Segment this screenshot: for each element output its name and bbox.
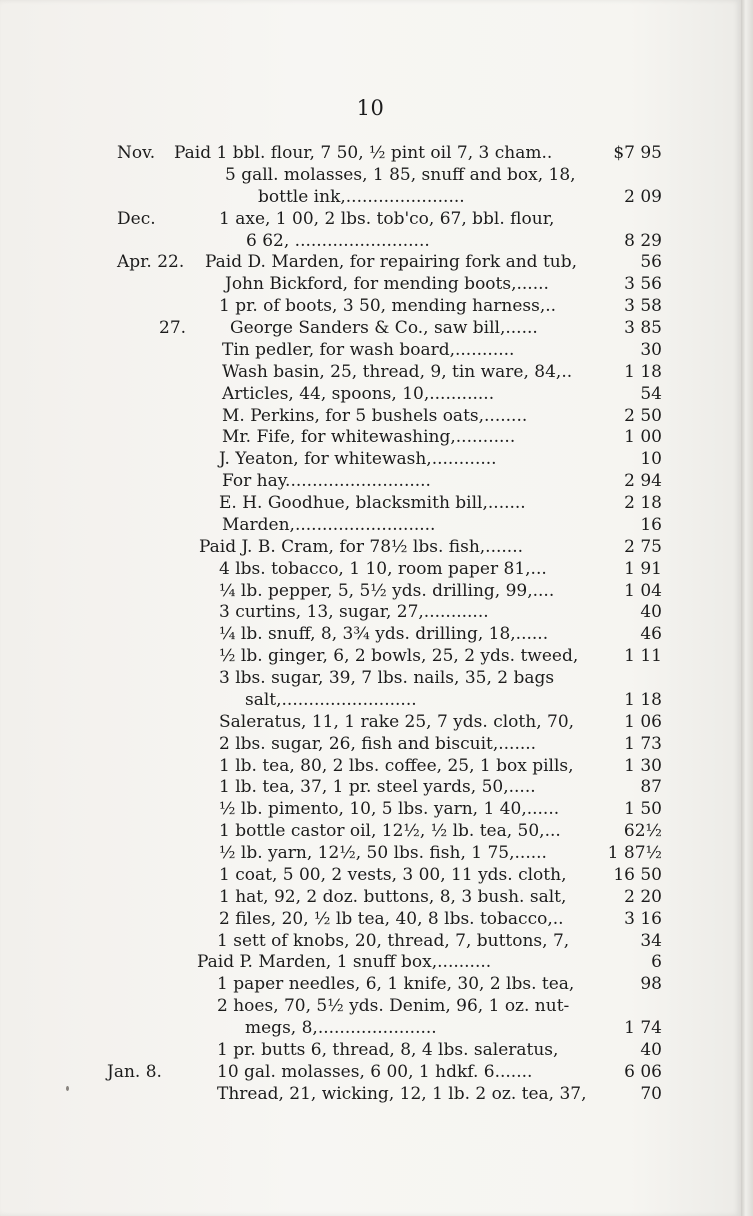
entry-date: Dec. (117, 208, 156, 229)
entry-amount: 62½ (623, 821, 662, 842)
entry-description: 1 bottle castor oil, 12½, ½ lb. tea, 50,... (219, 821, 561, 842)
ledger-line (0, 1018, 741, 1040)
entry-description: Paid 1 bbl. flour, 7 50, ½ pint oil 7, 3 cham.. (174, 143, 553, 163)
entry-description: 4 lbs. tobacco, 1 10, room paper 81,... (219, 558, 547, 579)
ledger-line (0, 581, 741, 603)
entry-description: Paid D. Marden, for repairing fork and tub, (205, 252, 578, 273)
entry-description: Mr. Fife, for whitewashing,........... (222, 427, 516, 448)
ledger-line (0, 559, 741, 581)
entry-amount: 87 (640, 777, 662, 798)
ledger-line (0, 296, 741, 318)
ledger-line (0, 931, 741, 953)
ledger-line (0, 187, 741, 209)
entry-description: 1 lb. tea, 80, 2 lbs. coffee, 25, 1 box pills, (219, 755, 574, 776)
page-edge (741, 0, 753, 1216)
entry-description: 3 curtins, 13, sugar, 27,............ (219, 602, 489, 623)
entry-date: 27. (159, 318, 187, 338)
entry-amount: 16 50 (613, 864, 662, 885)
ledger-line (0, 974, 741, 996)
ledger-line (0, 646, 741, 668)
ledger-line (0, 274, 741, 296)
entry-description: J. Yeaton, for whitewash,............ (219, 449, 497, 470)
ledger-entries (0, 143, 741, 1106)
entry-description: For hay........................... (222, 471, 431, 492)
entry-description: 1 pr. butts 6, thread, 8, 4 lbs. saleratus, (217, 1039, 559, 1060)
ledger-line (0, 231, 741, 253)
entry-description: ½ lb. ginger, 6, 2 bowls, 25, 2 yds. tweed, (219, 646, 579, 667)
entry-description: 1 lb. tea, 37, 1 pr. steel yards, 50,..... (219, 777, 536, 798)
ledger-line (0, 318, 741, 340)
entry-description: 10 gal. molasses, 6 00, 1 hdkf. 6....... (217, 1061, 533, 1082)
entry-amount: 2 94 (624, 471, 662, 492)
ledger-line (0, 515, 741, 537)
entry-description: bottle ink,...................... (258, 186, 465, 207)
entry-amount: 3 16 (624, 908, 662, 929)
entry-description: Marden,.......................... (222, 514, 436, 535)
ledger-line (0, 143, 741, 165)
entry-amount: 3 85 (624, 318, 662, 338)
ledger-line (0, 865, 741, 887)
ledger-line (0, 384, 741, 406)
entry-description: 2 hoes, 70, 5½ yds. Denim, 96, 1 oz. nut- (217, 996, 570, 1017)
ledger-line (0, 362, 741, 384)
entry-amount: 1 91 (624, 558, 662, 579)
entry-description: 1 coat, 5 00, 2 vests, 3 00, 11 yds. cloth, (219, 864, 567, 885)
entry-amount: 2 09 (624, 186, 662, 207)
ledger-line (0, 712, 741, 734)
entry-description: 6 62, ......................... (246, 230, 430, 251)
entry-description: ¼ lb. pepper, 5, 5½ yds. drilling, 99,.... (219, 580, 555, 601)
entry-amount: 46 (640, 624, 662, 645)
entry-amount: 56 (640, 252, 662, 273)
entry-description: ¼ lb. snuff, 8, 3¾ yds. drilling, 18,...... (219, 624, 549, 645)
entry-amount: 10 (640, 449, 662, 470)
entry-amount: 54 (640, 383, 662, 404)
entry-amount: 2 50 (624, 405, 662, 426)
entry-description: Articles, 44, spoons, 10,............ (222, 383, 495, 404)
entry-amount: 3 58 (624, 296, 662, 317)
ledger-line (0, 777, 741, 799)
ledger-line (0, 668, 741, 690)
entry-amount: 98 (640, 974, 662, 995)
entry-description: 1 axe, 1 00, 2 lbs. tob'co, 67, bbl. flour, (219, 208, 555, 229)
entry-amount: 1 11 (624, 646, 662, 667)
entry-description: Thread, 21, wicking, 12, 1 lb. 2 oz. tea, 37, (217, 1083, 587, 1104)
ledger-line (0, 843, 741, 865)
entry-description: ½ lb. pimento, 10, 5 lbs. yarn, 1 40,...... (219, 799, 560, 820)
ledger-line (0, 952, 741, 974)
entry-amount: 1 73 (624, 733, 662, 754)
ledger-line (0, 624, 741, 646)
entry-description: 5 gall. molasses, 1 85, snuff and box, 18, (225, 164, 576, 185)
ledger-line (0, 799, 741, 821)
ledger-line (0, 406, 741, 428)
entry-description: Paid P. Marden, 1 snuff box,.......... (197, 952, 492, 973)
ledger-line (0, 209, 741, 231)
entry-description: George Sanders & Co., saw bill,...... (230, 318, 538, 338)
entry-amount: 34 (640, 930, 662, 951)
entry-amount: 1 04 (624, 580, 662, 601)
entry-amount: 1 06 (624, 711, 662, 732)
entry-description: 2 lbs. sugar, 26, fish and biscuit,....... (219, 733, 537, 754)
entry-description: M. Perkins, for 5 bushels oats,........ (222, 405, 528, 426)
entry-amount: 30 (640, 339, 662, 360)
ink-spot (66, 1086, 69, 1091)
entry-amount: 2 20 (624, 886, 662, 907)
ledger-line (0, 471, 741, 493)
entry-amount: 1 30 (624, 755, 662, 776)
ledger-line (0, 996, 741, 1018)
ledger-line (0, 734, 741, 756)
entry-description: 1 paper needles, 6, 1 knife, 30, 2 lbs. tea, (217, 974, 575, 995)
entry-amount: 1 18 (624, 361, 662, 382)
ledger-line (0, 537, 741, 559)
ledger-line (0, 1084, 741, 1106)
entry-amount: 1 50 (624, 799, 662, 820)
entry-description: 2 files, 20, ½ lb tea, 40, 8 lbs. tobacco,.. (219, 908, 564, 929)
entry-description: 1 hat, 92, 2 doz. buttons, 8, 3 bush. salt, (219, 886, 567, 907)
entry-description: Tin pedler, for wash board,........... (222, 339, 515, 360)
entry-amount: 1 18 (624, 689, 662, 710)
entry-description: salt,......................... (245, 689, 417, 710)
ledger-line (0, 252, 741, 274)
entry-amount: 40 (640, 1039, 662, 1060)
ledger-line (0, 340, 741, 362)
ledger-line (0, 821, 741, 843)
ledger-line (0, 427, 741, 449)
entry-amount: $7 95 (613, 143, 662, 163)
entry-description: 1 pr. of boots, 3 50, mending harness,.. (219, 296, 557, 317)
entry-amount: 40 (640, 602, 662, 623)
entry-amount: 6 06 (624, 1061, 662, 1082)
entry-date: Nov. (117, 143, 156, 163)
entry-amount: 2 18 (624, 493, 662, 513)
entry-amount: 1 74 (624, 1018, 662, 1038)
ledger-line (0, 1040, 741, 1062)
ledger-line (0, 165, 741, 187)
ledger-line (0, 756, 741, 778)
entry-amount: 1 87½ (607, 843, 662, 863)
entry-amount: 6 (651, 952, 662, 973)
entry-amount: 2 75 (624, 536, 662, 557)
entry-description: 3 lbs. sugar, 39, 7 lbs. nails, 35, 2 bags (219, 668, 555, 688)
entry-description: 1 sett of knobs, 20, thread, 7, buttons, 7, (217, 930, 570, 951)
ledger-line (0, 493, 741, 515)
entry-amount: 16 (640, 514, 662, 535)
ledger-line (0, 909, 741, 931)
entry-description: Saleratus, 11, 1 rake 25, 7 yds. cloth, 70, (219, 711, 575, 732)
ledger-line (0, 602, 741, 624)
ledger-line (0, 887, 741, 909)
entry-description: megs, 8,...................... (245, 1018, 437, 1038)
entry-amount: 70 (640, 1083, 662, 1104)
entry-date: Jan. 8. (107, 1061, 162, 1082)
entry-amount: 3 56 (624, 274, 662, 295)
entry-description: ½ lb. yarn, 12½, 50 lbs. fish, 1 75,...... (219, 843, 547, 863)
page-number: 10 (356, 96, 385, 120)
entry-amount: 1 00 (624, 427, 662, 448)
ledger-line (0, 1062, 741, 1084)
entry-description: Paid J. B. Cram, for 78½ lbs. fish,....... (199, 536, 523, 557)
ledger-line (0, 449, 741, 471)
entry-description: John Bickford, for mending boots,...... (225, 274, 549, 295)
entry-amount: 8 29 (624, 230, 662, 251)
entry-description: Wash basin, 25, thread, 9, tin ware, 84,.. (222, 361, 573, 382)
ledger-line (0, 690, 741, 712)
entry-description: E. H. Goodhue, blacksmith bill,....... (219, 493, 526, 513)
entry-date: Apr. 22. (117, 252, 185, 273)
